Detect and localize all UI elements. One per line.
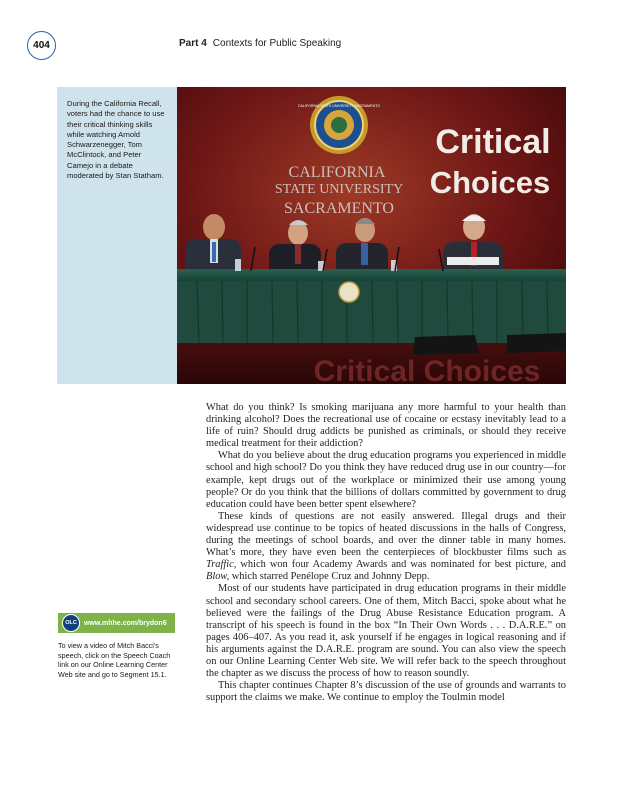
paragraph-2: What do you believe about the drug education programs you experienced in middle school and high school? Do you think they have reduced drug use in our country—for example, kept drugs out of the workplace or minimized their use among young people? Or do you think that the billions of dollars committed by government to drug education could have been better spent elsewhere? xyxy=(206,450,566,510)
part-label: Part 4 xyxy=(179,38,207,49)
paragraph-5: This chapter continues Chapter 8’s discussion of the use of grounds and warrants to support the claims we make. We continue to employ the Toulmin model xyxy=(206,680,566,704)
paragraph-3-text-a: These kinds of questions are not easily answered. Illegal drugs and their widespread use continue to be topics of heated discussions in the halls of Congress, during the meetings of school boards, and over the dinner table in many homes. What’s more, they have even been the centerpieces of blockbuster films such as xyxy=(206,510,566,559)
paragraph-3-text-b: which won four Academy Awards and was nominated for best picture, and xyxy=(236,559,566,571)
photo-caption: During the California Recall, voters had the chance to use their critical thinking skills while watching Arnold Schwarzenegger, Tom McClintock, and Peter Camejo in a debate moderated by Stan Statham. xyxy=(67,99,165,181)
debate-table-skirt xyxy=(177,281,566,343)
sign-critical: Critical xyxy=(435,123,551,161)
body-text xyxy=(206,402,566,704)
university-name-line1: CALIFORNIA xyxy=(288,164,386,181)
paragraph-4: Most of our students have participated in drug education programs in their middle school and secondary school careers. One of them, Mitch Bacci, spoke about what he believed were the failings of the Drug Abuse Resistance Education program. A transcript of his speech is found in the box “In Their Own Words . . . D.A.R.E.” on pages 406–407. As you read it, ask yourself if he engages in logical reasoning and if his arguments against the D.A.R.E. program are sound. You can also view the speech on our Online Learning Center Web site. We will refer back to the speech throughout the chapter as we discuss the process of how to reason soundly. xyxy=(206,583,566,680)
floor-banner: Critical Choices xyxy=(313,355,541,384)
paragraph-1: What do you think? Is smoking marijuana any more harmful to your health than drinking alcohol? Does the recreational use of cocaine or ecstasy inevitably lead to a life of ruin? Should drug addicts be punished as criminals, or should they receive medical treatment for their addiction? xyxy=(206,402,566,450)
film-title-blow: Blow, xyxy=(206,571,230,583)
university-name-line3: SACRAMENTO xyxy=(284,200,394,217)
running-head xyxy=(179,38,341,49)
margin-note: To view a video of Mitch Bacci's speech, click on the Speech Coach link on our Online Learning Center Web site and go to Segment 15.1. xyxy=(58,641,171,679)
stage-monitor-left xyxy=(413,335,479,355)
paragraph-3-text-c: which starred Penélope Cruz and Johnny Depp. xyxy=(229,571,430,583)
part-title: Contexts for Public Speaking xyxy=(212,38,342,49)
page-number: 404 xyxy=(27,31,56,60)
stage-monitor-right xyxy=(507,333,566,353)
sign-choices: Choices xyxy=(429,165,551,200)
olc-logo-icon: OLC xyxy=(62,614,80,632)
debate-photo xyxy=(177,87,566,384)
paragraph-3 xyxy=(206,511,566,584)
university-name-line2: STATE UNIVERSITY xyxy=(274,182,404,197)
seal-text: CALIFORNIA STATE UNIVERSITY SACRAMENTO xyxy=(297,104,381,108)
olc-web-badge[interactable] xyxy=(58,613,175,633)
olc-url-link[interactable]: www.mhhe.com/brydon6 xyxy=(84,619,167,627)
film-title-traffic: Traffic, xyxy=(206,559,237,571)
table-seal xyxy=(339,282,359,302)
